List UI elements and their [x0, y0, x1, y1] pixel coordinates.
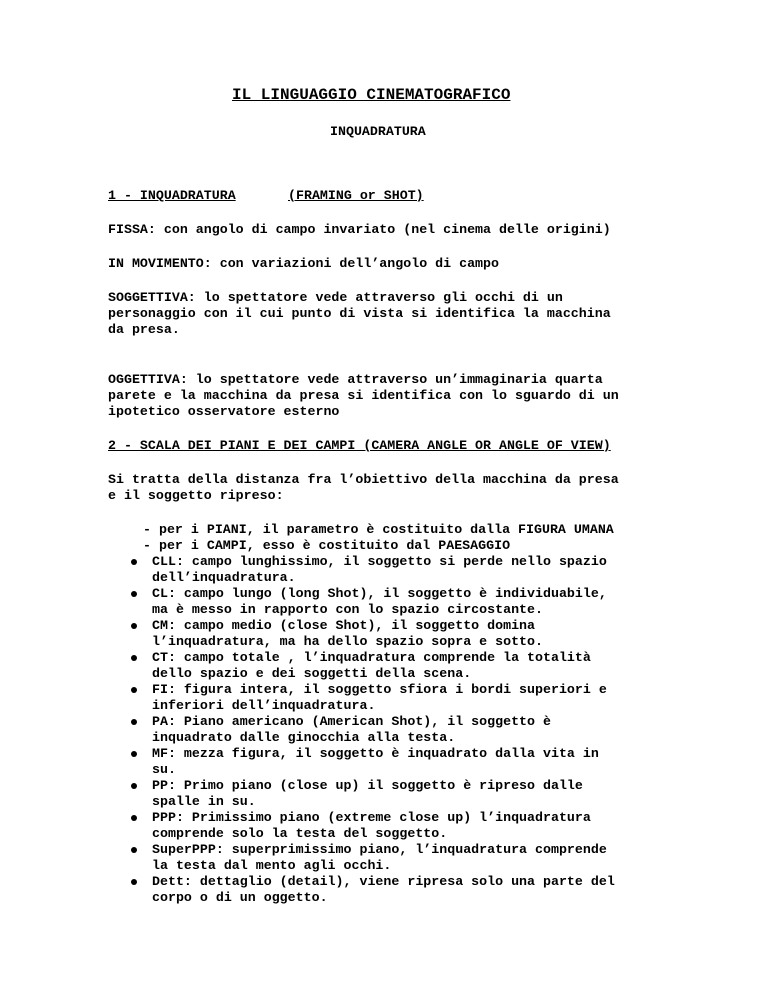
paragraph-fissa: FISSA: con angolo di campo invariato (nel cinema delle origini): [108, 222, 611, 237]
bullet-icon: [131, 623, 137, 629]
text-line: comprende solo la testa del soggetto.: [152, 826, 448, 841]
text-line: Dett: dettaglio (detail), viene ripresa solo una parte del: [152, 874, 615, 889]
text-line: dello spazio e dei soggetti della scena.: [152, 666, 472, 681]
text-line: la testa dal mento agli occhi.: [152, 858, 392, 873]
text-line: ma è messo in rapporto con lo spazio circostante.: [152, 602, 543, 617]
text-line: CL: campo lungo (long Shot), il soggetto è individuabile,: [152, 586, 607, 601]
document-subtitle: INQUADRATURA: [330, 124, 426, 139]
text-line: SuperPPP: superprimissimo piano, l’inquadratura comprende: [152, 842, 607, 857]
text-line: personaggio con il cui punto di vista si identifica la macchina: [108, 306, 611, 321]
text-line: OGGETTIVA: lo spettatore vede attraverso un’immaginaria quarta: [108, 372, 603, 387]
text-line: CLL: campo lunghissimo, il soggetto si perde nello spazio: [152, 554, 607, 569]
bullet-icon: [131, 751, 137, 757]
bullet-icon: [131, 783, 137, 789]
bullet-icon: [131, 591, 137, 597]
text-line: corpo o di un oggetto.: [152, 890, 328, 905]
text-line: su.: [152, 762, 176, 777]
text-line: CM: campo medio (close Shot), il soggetto domina: [152, 618, 536, 633]
document-title: IL LINGUAGGIO CINEMATOGRAFICO: [232, 86, 511, 104]
text-line: PPP: Primissimo piano (extreme close up) l’inquadratura: [152, 810, 591, 825]
bullet-icon: [131, 559, 137, 565]
text-line: inquadrato dalle ginocchia alla testa.: [152, 730, 456, 745]
text-line: CT: campo totale , l’inquadratura comprende la totalità: [152, 650, 591, 665]
text-line: ipotetico osservatore esterno: [108, 404, 340, 419]
section-2-heading: 2 - SCALA DEI PIANI E DEI CAMPI (CAMERA ANGLE OR ANGLE OF VIEW): [108, 438, 611, 453]
text-line: PA: Piano americano (American Shot), il soggetto è: [152, 714, 551, 729]
section-1-heading-english: (FRAMING or SHOT): [288, 188, 424, 203]
paragraph-movimento: IN MOVIMENTO: con variazioni dell’angolo di campo: [108, 256, 499, 271]
section-1-heading: 1 - INQUADRATURA: [108, 188, 236, 203]
dash-item: - per i CAMPI, esso è costituito dal PAESAGGIO: [143, 538, 511, 553]
text-line: spalle in su.: [152, 794, 256, 809]
text-line: MF: mezza figura, il soggetto è inquadrato dalla vita in: [152, 746, 599, 761]
bullet-icon: [131, 879, 137, 885]
text-line: l’inquadratura, ma ha dello spazio sopra e sotto.: [152, 634, 543, 649]
text-line: SOGGETTIVA: lo spettatore vede attraverso gli occhi di un: [108, 290, 563, 305]
text-line: e il soggetto ripreso:: [108, 488, 284, 503]
text-line: Si tratta della distanza fra l’obiettivo della macchina da presa: [108, 472, 619, 487]
dash-item: - per i PIANI, il parametro è costituito dalla FIGURA UMANA: [143, 522, 614, 537]
text-line: PP: Primo piano (close up) il soggetto è ripreso dalle: [152, 778, 583, 793]
text-line: FI: figura intera, il soggetto sfiora i bordi superiori e: [152, 682, 607, 697]
text-line: inferiori dell’inquadratura.: [152, 698, 376, 713]
bullet-icon: [131, 847, 137, 853]
text-line: da presa.: [108, 322, 180, 337]
bullet-icon: [131, 719, 137, 725]
text-line: dell’inquadratura.: [152, 570, 296, 585]
text-line: parete e la macchina da presa si identifica con lo sguardo di un: [108, 388, 619, 403]
bullet-icon: [131, 815, 137, 821]
bullet-icon: [131, 687, 137, 693]
bullet-icon: [131, 655, 137, 661]
